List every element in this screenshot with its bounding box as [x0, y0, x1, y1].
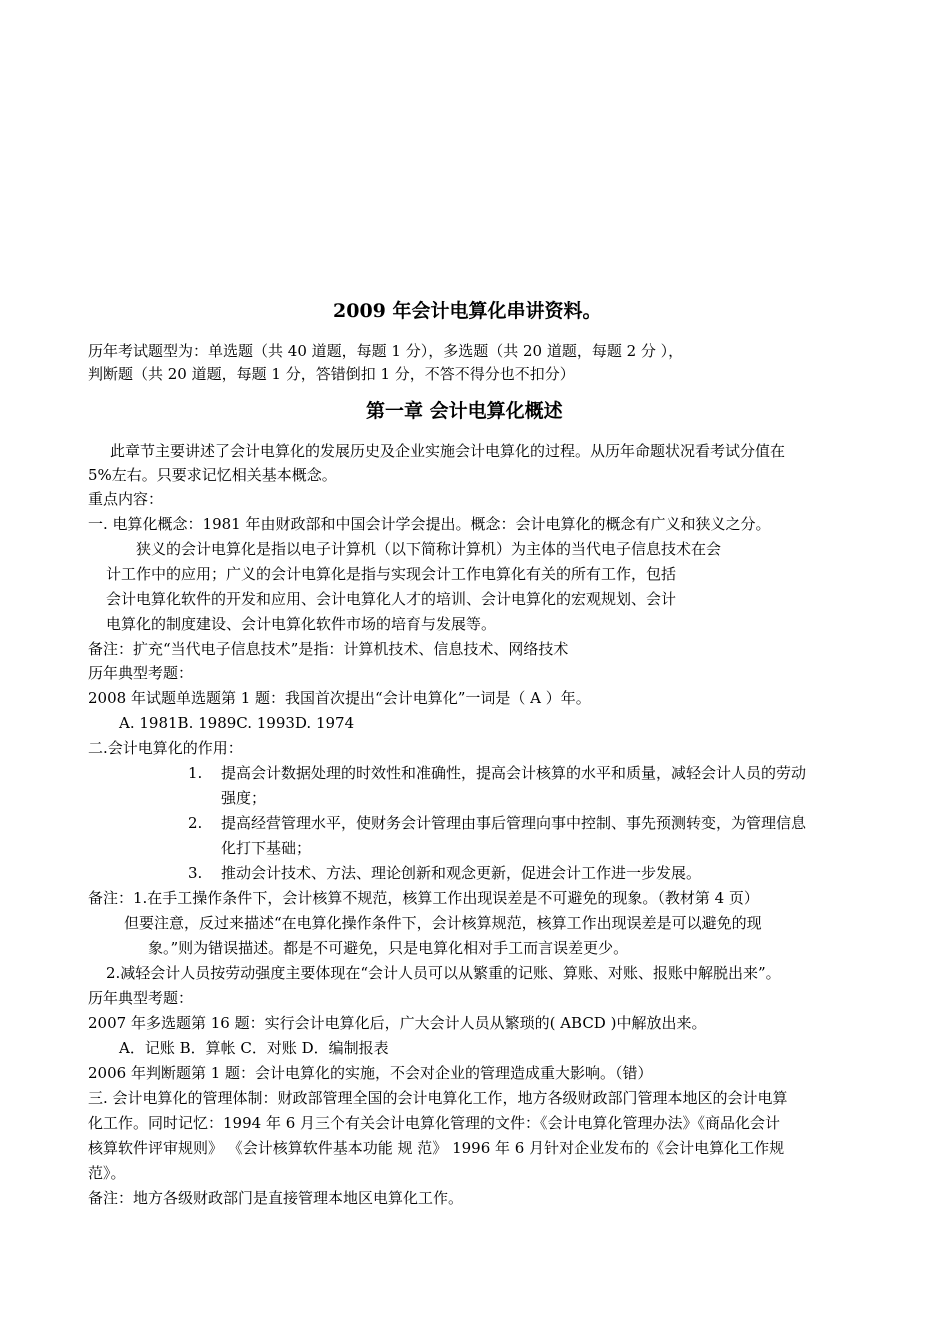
list-item-line: 强度；	[221, 789, 267, 807]
section3-line-1: 三. 会计电算化的管理体制：财政部管理全国的会计电算化工作，地方各级财政部门管理本地区的会计电算	[88, 1089, 788, 1107]
list-item-line: 提高会计数据处理的时效性和准确性，提高会计核算的水平和质量，减轻会计人员的劳动	[221, 764, 807, 782]
document-title: 2009 年会计电算化串讲资料。	[333, 300, 602, 322]
section3-note: 备注：地方各级财政部门是直接管理本地区电算化工作。	[88, 1189, 464, 1207]
section1-typical-label: 历年典型考题：	[88, 664, 194, 682]
section1-note: 备注：扩充“当代电子信息技术”是指：计算机技术、信息技术、网络技术	[88, 640, 569, 658]
section1-body-line-4: 电算化的制度建设、会计电算化软件市场的培育与发展等。	[106, 615, 497, 633]
list-item-number: 1.	[188, 764, 203, 782]
section2-note-line-3: 象。”则为错误描述。都是不可避免，只是电算化相对手工而言误差更少。	[148, 939, 629, 957]
section3-line-4: 范》。	[88, 1164, 126, 1182]
section2-note-line-2: 但要注意，反过来描述“在电算化操作条件下，会计核算规范，核算工作出现误差是可以避免的现	[124, 914, 762, 932]
exam-format-line-2: 判断题（共 20 道题，每题 1 分，答错倒扣 1 分，不答不得分也不扣分）	[88, 365, 575, 383]
section1-question: 2008 年试题单选题第 1 题：我国首次提出“会计电算化”一词是（ A ）年。	[88, 689, 591, 707]
section2-question-2: 2006 年判断题第 1 题：会计电算化的实施，不会对企业的管理造成重大影响。（错）	[88, 1064, 653, 1082]
list-item-line: 提高经营管理水平，使财务会计管理由事后管理向事中控制、事先预测转变，为管理信息	[221, 814, 807, 832]
section3-line-3: 核算软件评审规则》 《会计核算软件基本功能 规 范》 1996 年 6 月针对企业发布的《会计电算化工作规	[88, 1139, 785, 1157]
key-points-label: 重点内容：	[88, 490, 164, 508]
chapter-title: 第一章 会计电算化概述	[366, 400, 563, 422]
section2-typical-label: 历年典型考题：	[88, 989, 194, 1007]
section3-line-2: 化工作。同时记忆：1994 年 6 月三个有关会计电算化管理的文件：《会计电算化管理办法》《商品化会计	[88, 1114, 781, 1132]
list-item-line: 化打下基础；	[221, 839, 312, 857]
section2-note-line-1: 备注：1.在手工操作条件下，会计核算不规范，核算工作出现误差是不可避免的现象。（教材第 4 页）	[88, 889, 759, 907]
section1-body-line-1: 狭义的会计电算化是指以电子计算机（以下简称计算机）为主体的当代电子信息技术在会	[136, 540, 722, 558]
section1-options: A. 1981B. 1989C. 1993D. 1974	[119, 714, 355, 732]
intro-line-2: 5%左右。只要求记忆相关基本概念。	[88, 466, 337, 484]
exam-format-line-1: 历年考试题型为：单选题（共 40 道题，每题 1 分），多选题（共 20 道题，每题 2 分 ），	[88, 342, 684, 360]
list-item-line: 推动会计技术、方法、理论创新和观念更新，促进会计工作进一步发展。	[221, 864, 702, 882]
section1-body-line-2: 计工作中的应用；广义的会计电算化是指与实现会计工作电算化有关的所有工作，包括	[106, 565, 677, 583]
list-item-number: 2.	[188, 814, 203, 832]
section2-question-1: 2007 年多选题第 16 题：实行会计电算化后，广大会计人员从繁琐的( ABCD )中解放出来。	[88, 1014, 707, 1032]
section2-note-line-4: 2.减轻会计人员按劳动强度主要体现在“会计人员可以从繁重的记账、算账、对账、报账中解脱出来”。	[106, 964, 781, 982]
section2-heading: 二.会计电算化的作用：	[88, 739, 243, 757]
section1-body-line-3: 会计电算化软件的开发和应用、会计电算化人才的培训、会计电算化的宏观规划、会计	[106, 590, 677, 608]
list-item-number: 3.	[188, 864, 203, 882]
section1-heading: 一. 电算化概念：1981 年由财政部和中国会计学会提出。概念：会计电算化的概念有广义和狭义之分。	[88, 515, 771, 533]
intro-line-1: 此章节主要讲述了会计电算化的发展历史及企业实施会计电算化的过程。从历年命题状况看考试分值在	[110, 442, 786, 460]
section2-options-1: A．记账 B．算帐 C．对账 D．编制报表	[119, 1039, 389, 1057]
